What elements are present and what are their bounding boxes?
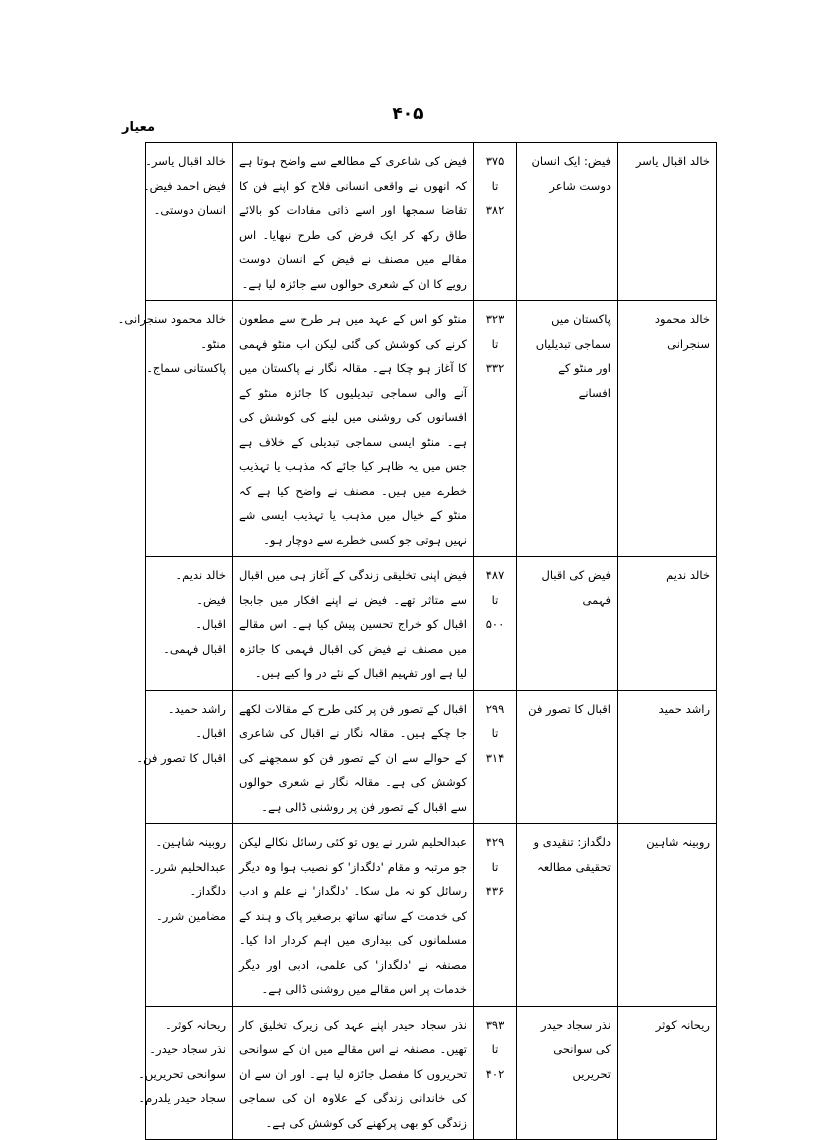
page-from: ۴۲۹: [485, 835, 505, 849]
keyword: روبینہ شاہین۔: [155, 835, 226, 849]
keyword: انسان دوستی۔: [153, 203, 226, 217]
keyword: نذر سجاد حیدر۔: [149, 1042, 226, 1056]
author-name: خالد ندیم: [666, 568, 710, 582]
page-from: ۳۲۳: [485, 312, 505, 326]
keyword: اقبال۔: [195, 726, 226, 740]
keyword: سوانحی تحریریں۔: [138, 1066, 226, 1081]
table-row: [146, 143, 717, 301]
author-name: روبینہ شاہین: [646, 835, 710, 849]
page-to: ۳۳۲: [485, 361, 505, 375]
author-cell: [618, 143, 717, 301]
title-cell: [517, 690, 618, 824]
running-head: معیار: [122, 120, 156, 135]
title-cell: [517, 301, 618, 557]
summary-cell: [233, 301, 474, 557]
article-title: پاکستان میں سماجی تبدیلیاں اور منٹو کے افسانے: [535, 312, 611, 400]
keywords-cell: [136, 690, 233, 824]
page-from: ۳۷۵: [485, 154, 505, 168]
page-to: ۴۳۶: [485, 884, 505, 898]
title-cell: [517, 143, 618, 301]
page-from: ۴۸۷: [485, 568, 505, 582]
page-from: ۳۹۳: [485, 1017, 505, 1032]
keyword: اقبال۔: [195, 617, 226, 631]
page-to: ۴۰۲: [485, 1066, 505, 1081]
keyword: سجاد حیدر یلدرم۔: [138, 1091, 226, 1105]
title-cell: [517, 557, 618, 691]
table-row: [146, 301, 717, 557]
keywords-cell: [117, 301, 233, 557]
author-name: خالد محمود سنجرانی: [654, 312, 710, 351]
author-name: خالد اقبال یاسر: [635, 154, 710, 168]
article-summary: فیض کی شاعری کے مطالعے سے واضح ہوتا ہے کہ انھوں نے واقعی انسانی فلاح کو اپنے فن کا تقاضا سمجھا اور اسے ذاتی مفادات کو بالائے طاق رکھ کر ایک فرض کی طرح نبھایا۔ اس مقالے میں مصنف نے فیض کے انسان دوست رویے کا ان کے شعری حوالوں سے جائزہ لیا ہے۔: [239, 154, 467, 291]
page-to: ۵۰۰: [485, 617, 505, 631]
title-cell: [517, 824, 618, 1007]
page-to-mark: تا: [491, 859, 499, 874]
table-row: [146, 1006, 717, 1140]
title-cell: [517, 1006, 618, 1140]
page-to-mark: تا: [491, 336, 499, 351]
page-to: ۳۱۴: [485, 750, 505, 765]
keyword: منٹو۔: [200, 336, 226, 351]
pages-cell: [474, 301, 517, 557]
author-cell: [618, 301, 717, 557]
pages-cell: [474, 690, 517, 824]
pages-cell: [474, 1006, 517, 1140]
keyword: ریحانہ کوثر۔: [165, 1017, 226, 1032]
articles-index-table: [117, 142, 717, 1140]
table-row: [146, 824, 717, 1007]
keyword: راشد حمید۔: [167, 701, 226, 716]
page-number: ۴۰۵: [392, 104, 424, 124]
article-title: فیض کی اقبال فہمی: [541, 568, 611, 607]
page-to-mark: تا: [491, 1042, 499, 1056]
keywords-cell: [138, 1006, 233, 1140]
keywords-cell: [142, 143, 233, 301]
page-to: ۳۸۲: [485, 203, 505, 217]
keyword: فیض۔: [196, 592, 226, 607]
keyword: فیض احمد فیض۔: [142, 178, 226, 193]
article-title: نذر سجاد حیدر کی سوانحی تحریریں: [541, 1017, 611, 1081]
author-name: راشد حمید: [658, 701, 710, 716]
table-row: [146, 690, 717, 824]
article-title: فیض: ایک انسان دوست شاعر: [531, 154, 611, 193]
pages-cell: [474, 557, 517, 691]
summary-cell: [233, 143, 474, 301]
summary-cell: [233, 824, 474, 1007]
article-summary: فیض اپنی تخلیقی زندگی کے آغاز ہی میں اقبال سے متاثر تھے۔ فیض نے اپنے افکار میں جابجا اقبال کو خراج تحسین پیش کیا ہے۔ اس مقالے میں مصنف نے فیض کی اقبال فہمی کا جائزہ لیا ہے اور تفہیم اقبال کے نئے در وا کیے ہیں۔: [239, 568, 467, 680]
keyword: اقبال کا تصور فن۔: [136, 750, 226, 765]
page-to-mark: تا: [491, 178, 499, 193]
pages-cell: [474, 143, 517, 301]
article-summary: نذر سجاد حیدر اپنے عہد کی زیرک تخلیق کار تھیں۔ مصنفہ نے اس مقالے میں ان کے سوانحی تحریروں کا مفصل جائزہ لیا ہے۔ اور ان سے ان کی خاندانی زندگی کے علاوہ ان کی سماجی زندگی کو بھی پرکھنے کی کوشش کی ہے۔: [239, 1017, 467, 1130]
page-to-mark: تا: [491, 726, 499, 740]
author-name: ریحانہ کوثر: [655, 1017, 710, 1032]
author-cell: [618, 1006, 717, 1140]
article-summary: عبدالحلیم شرر نے یوں تو کئی رسائل نکالے لیکن جو مرتبہ و مقام 'دلگداز' کو نصیب ہوا وہ دیگر رسائل کو نہ مل سکا۔ 'دلگداز' نے علم و ادب کی خدمت کے ساتھ ساتھ برصغیر پاک و ہند کے مسلمانوں کی بیداری میں اہم کردار ادا کیا۔ مصنفہ نے 'دلگداز' کی علمی، ادبی اور دیگر خدمات پر اس مقالے میں روشنی ڈالی ہے۔: [239, 835, 467, 996]
article-title: دلگداز: تنقیدی و تحقیقی مطالعہ: [533, 835, 611, 874]
keywords-cell: [146, 557, 233, 691]
keyword: اقبال فہمی۔: [163, 641, 226, 656]
page-to-mark: تا: [491, 592, 499, 607]
pages-cell: [474, 824, 517, 1007]
author-cell: [618, 557, 717, 691]
keyword: خالد محمود سنجرانی۔: [117, 312, 226, 326]
keywords-cell: [146, 824, 233, 1007]
page-from: ۲۹۹: [485, 701, 505, 716]
article-summary: اقبال کے تصور فن پر کئی طرح کے مقالات لکھے جا چکے ہیں۔ مقالہ نگار نے اقبال کی شاعری کے حوالے سے ان کے تصور فن کو سمجھنے کی کوشش کی ہے۔ مقالہ نگار نے شعری حوالوں سے اقبال کے تصور فن پر روشنی ڈالی ہے۔: [239, 701, 467, 814]
table-row: [146, 557, 717, 691]
author-cell: [618, 690, 717, 824]
summary-cell: [233, 557, 474, 691]
keyword: دلگداز۔: [189, 884, 226, 898]
keyword: پاکستانی سماج۔: [146, 361, 226, 375]
author-cell: [618, 824, 717, 1007]
article-summary: منٹو کو اس کے عہد میں ہر طرح سے مطعون کرنے کی کوشش کی گئی لیکن اب منٹو فہمی کا آغاز ہو چکا ہے۔ مقالہ نگار نے پاکستان میں آنے والی سماجی تبدیلیوں کا جائزہ منٹو کے افسانوں کی روشنی میں لینے کی کوشش کی ہے۔ منٹو ایسی سماجی تبدیلی کے خلاف ہے جس میں یہ ظاہر کیا جائے کہ مذہب یا تہذیب خطرے میں ہیں۔ مصنف نے واضح کیا ہے کہ منٹو کے خیال میں مذہب یا تہذیب ایسی شے نہیں ہوتی جو کسی خطرے سے دوچار ہو۔: [239, 312, 467, 547]
article-title: اقبال کا تصور فن: [528, 701, 611, 716]
keyword: خالد اقبال یاسر۔: [145, 154, 226, 168]
keyword: خالد ندیم۔: [175, 568, 226, 582]
keyword: مضامین شرر۔: [156, 908, 226, 923]
summary-cell: [233, 690, 474, 824]
summary-cell: [233, 1006, 474, 1140]
table-body: [117, 143, 717, 1140]
keyword: عبدالحلیم شرر۔: [148, 859, 226, 874]
